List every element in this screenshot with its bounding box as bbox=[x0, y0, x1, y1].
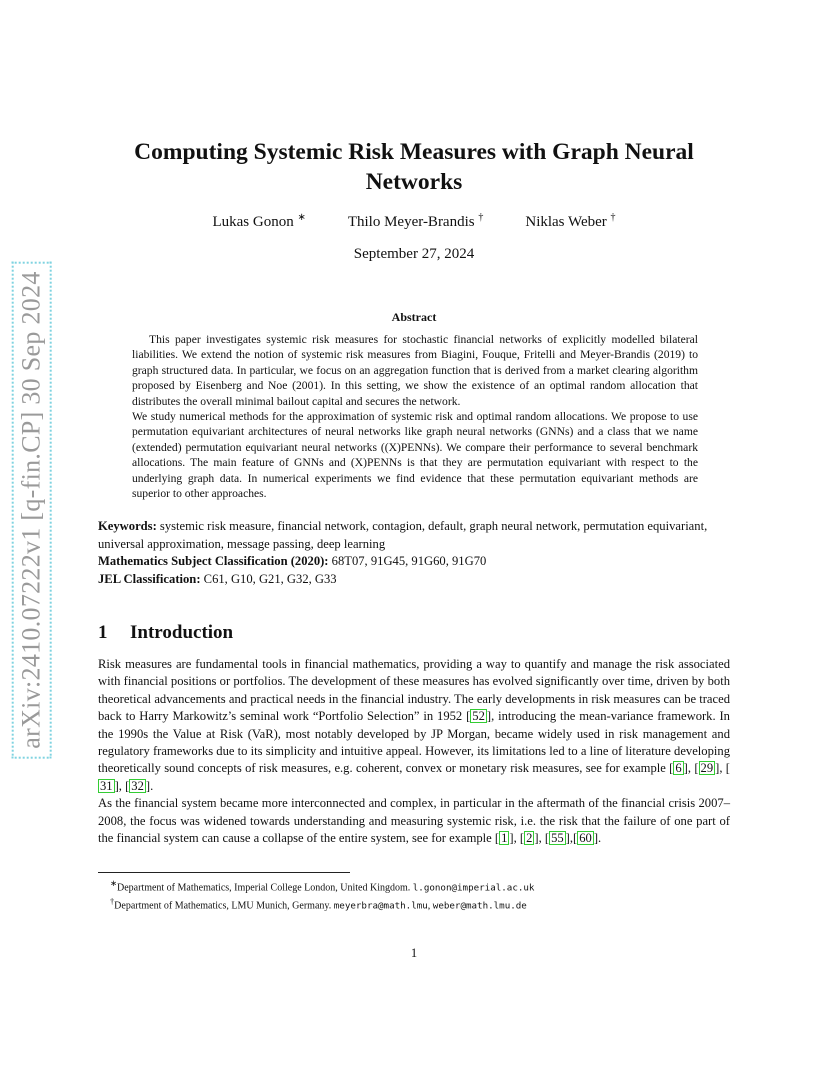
msc-classification: Mathematics Subject Classification (2020): 68T07, 91G45, 91G60, 91G70 bbox=[98, 554, 487, 568]
footnote: ∗Department of Mathematics, Imperial College London, United Kingdom. l.gonon@imperial.ac.uk bbox=[110, 879, 535, 894]
author: Lukas Gonon ∗ bbox=[212, 212, 306, 230]
citation-link[interactable]: 60 bbox=[579, 831, 592, 846]
affiliation-mark: † bbox=[478, 212, 484, 223]
footnote: †Department of Mathematics, LMU Munich, Germany. meyerbra@math.lmu, weber@math.lmu.de bbox=[110, 897, 527, 912]
footnotes bbox=[110, 877, 730, 914]
author-list bbox=[150, 212, 678, 231]
introduction-body bbox=[98, 656, 730, 847]
citation-link[interactable]: 1 bbox=[501, 831, 508, 846]
arxiv-identifier[interactable]: arXiv:2410.07222v1 [q-fin.CP] 30 Sep 2024 bbox=[12, 261, 52, 758]
body-paragraph: Risk measures are fundamental tools in financial mathematics, providing a way to quantify and manage the risk associated with financial positions or portfolios. The development of these measures has evolved significantly over time, driven by both theoretical advancements and practical needs in the financial industry. The early developments in risk measures can be traced back to Harry Markowitz’s seminal work “Portfolio Selection” in 1952 [ 52 ], introducing the mean-variance framework. In the 1990s the Value at Risk (VaR), most notably developed by JP Morgan, became widely used in risk management and regulatory frameworks due to its simplicity and intuitive appeal. However, its limitations led to a line of literature developing theoretically sound concepts of risk measures, e.g. coherent, convex or monetary risk measures, see for example [ 6 ], [ 29 ], [31 ], [ 32 ]. bbox=[98, 657, 731, 793]
paper-metadata bbox=[98, 518, 730, 588]
publication-date: September 27, 2024 bbox=[353, 246, 475, 262]
section-heading bbox=[98, 622, 730, 644]
citation-link[interactable]: 6 bbox=[675, 761, 682, 776]
email-link[interactable]: weber@math.lmu.de bbox=[432, 900, 527, 912]
body-paragraph: As the financial system became more interconnected and complex, in particular in the aftermath of the financial crisis 2007–2008, the focus was widened towards understanding and measuring systemic risk, i.e. the risk that the failure of one part of the financial system can cause a collapse of the entire system, see for example [ 1 ], [ 2 ], [ 55 ],[ 60 ]. bbox=[98, 796, 730, 846]
section-number: 1 bbox=[98, 622, 108, 643]
affiliation-mark: ∗ bbox=[297, 212, 306, 223]
citation-link[interactable]: 32 bbox=[131, 778, 144, 793]
arxiv-identifier-stamp[interactable] bbox=[10, 250, 54, 770]
citation-link[interactable]: 55 bbox=[551, 831, 564, 846]
abstract-heading: Abstract bbox=[391, 310, 437, 324]
affiliation-mark: † bbox=[610, 212, 616, 223]
email-link[interactable]: meyerbra@math.lmu bbox=[333, 900, 428, 912]
author: Niklas Weber † bbox=[525, 212, 616, 230]
citation-link[interactable]: 31 bbox=[100, 778, 113, 793]
paper-title: Computing Systemic Risk Measures with Graph Neural Networks bbox=[134, 139, 694, 195]
email-link[interactable]: l.gonon@imperial.ac.uk bbox=[412, 882, 535, 894]
abstract-paragraph: We study numerical methods for the approximation of systemic risk and optimal random allocations. We propose to use permutation equivariant architectures of neural networks like graph neural networks (GNNs) and a class that we name (extended) permutation equivariant neural networks ((X)PENNs). We compare their performance to several benchmark allocations. The main feature of GNNs and (X)PENNs is that they are permutation equivariant with respect to the underlying graph data. In numerical experiments we find evidence that these permutation equivariant methods are superior to other approaches. bbox=[132, 410, 698, 501]
jel-classification: JEL Classification: C61, G10, G21, G32, G33 bbox=[98, 571, 337, 586]
section-title: Introduction bbox=[130, 622, 234, 643]
author: Thilo Meyer-Brandis † bbox=[347, 212, 484, 230]
footnote-divider bbox=[98, 872, 350, 873]
abstract-paragraph: This paper investigates systemic risk measures for stochastic financial networks of explicitly modelled bilateral liabilities. We extend the notion of systemic risk measures from Biagini, Fouque, Fritelli and Meyer-Brandis (2019) to graph structured data. In particular, we focus on an aggregation function that is derived from a market clearing algorithm proposed by Eisenberg and Noe (2001). In this setting, we show the existence of an optimal random allocation that distributes the overall minimal bailout capital and secures the network. bbox=[132, 333, 698, 408]
abstract-body bbox=[132, 332, 698, 501]
keywords: Keywords: systemic risk measure, financial network, contagion, default, graph neural network, permutation equivariant, universal approximation, message passing, deep learning bbox=[98, 519, 708, 551]
citation-link[interactable]: 52 bbox=[472, 709, 485, 724]
citation-link[interactable]: 2 bbox=[526, 831, 533, 846]
citation-link[interactable]: 29 bbox=[700, 761, 714, 776]
page-number: 1 bbox=[410, 946, 418, 960]
